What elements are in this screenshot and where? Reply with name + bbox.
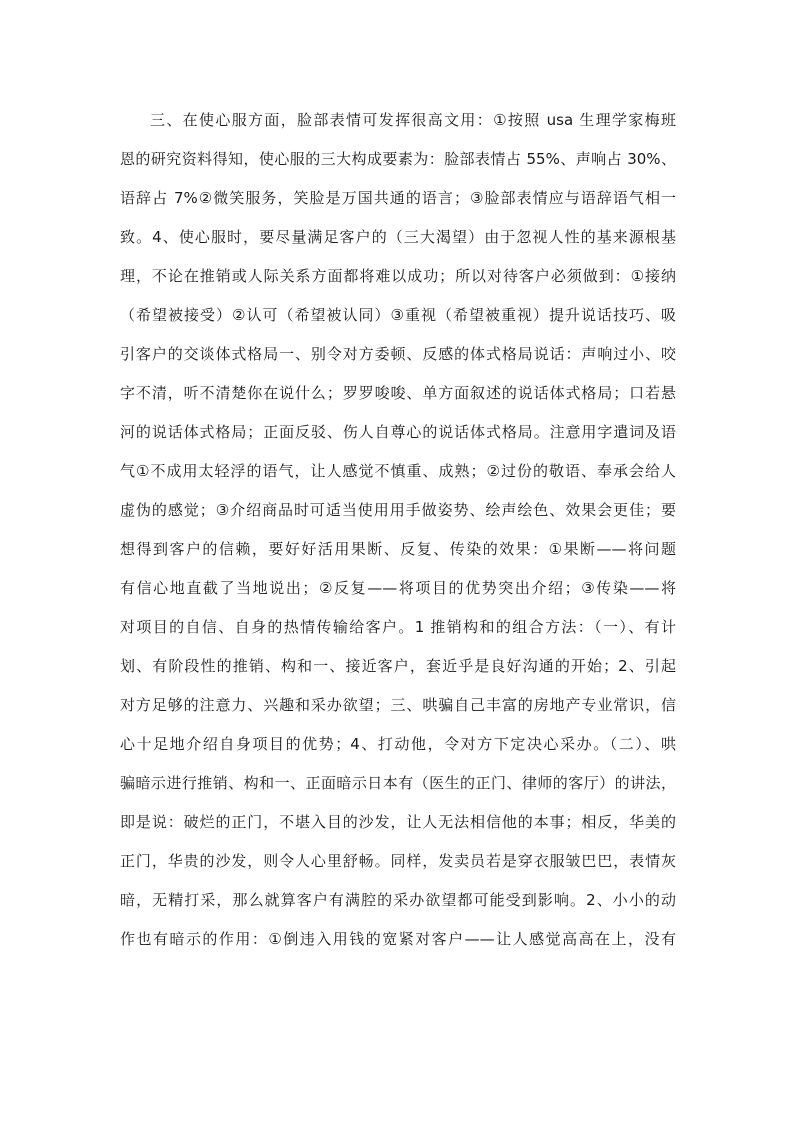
text-line: 恩的研究资料得知，使心服的三大构成要素为：脸部表情占 55%、声响占 30%、 [120, 150, 676, 168]
text-line: 理，不论在推销或人际关系方面都将难以成功；所以对待客户必须做到：①接纳 [120, 267, 676, 285]
text-line: 气①不成用太轻浮的语气，让人感觉不慎重、成熟；②过份的敬语、奉承会给人 [120, 462, 676, 480]
text-line: 正门，华贵的沙发，则令人心里舒畅。同样，发卖员若是穿衣服皱巴巴，表情灰 [120, 852, 676, 870]
text-line: 有信心地直截了当地说出；②反复——将项目的优势突出介绍；③传染——将 [120, 579, 676, 597]
text-line: 对方足够的注意力、兴趣和采办欲望；三、哄骗自己丰富的房地产专业常识，信 [120, 696, 676, 714]
text-line: 致。4、使心服时，要尽量满足客户的（三大渴望）由于忽视人性的基来源根基 [120, 228, 676, 246]
text-line: 即是说：破烂的正门，不堪入目的沙发，让人无法相信他的本事；相反，华美的 [120, 813, 676, 831]
text-line: 字不清，听不清楚你在说什么；罗罗唆唆、单方面叙述的说话体式格局；口若悬 [120, 384, 676, 402]
text-line: 引客户的交谈体式格局一、别令对方委顿、反感的体式格局说话：声响过小、咬 [120, 345, 676, 363]
body-text [120, 101, 676, 959]
text-line: 语辞占 7%②微笑服务，笑脸是万国共通的语言；③脸部表情应与语辞语气相一 [120, 189, 676, 207]
text-line: 划、有阶段性的推销、构和一、接近客户，套近乎是良好沟通的开始；2、引起 [120, 657, 676, 675]
text-line: 河的说话体式格局；正面反驳、伤人自尊心的说话体式格局。注意用字遣词及语 [120, 423, 676, 441]
text-line: 骗暗示进行推销、构和一、正面暗示日本有（医生的正门、律师的客厅）的讲法， [120, 774, 676, 792]
text-line: 三、在使心服方面，脸部表情可发挥很高文用：①按照 usa 生理学家梅班 [150, 111, 676, 129]
text-line: 心十足地介绍自身项目的优势；4、打动他，令对方下定决心采办。（二）、哄 [120, 735, 676, 753]
text-line: 对项目的自信、自身的热情传输给客户。1 推销构和的组合方法：（一）、有计 [120, 618, 676, 636]
text-line: （希望被接受）②认可（希望被认同）③重视（希望被重视）提升说话技巧、吸 [120, 306, 676, 324]
text-line: 暗，无精打采，那么就算客户有满腔的采办欲望都可能受到影响。2、小小的动 [120, 891, 676, 909]
text-line: 作也有暗示的作用：①倒违入用钱的宽紧对客户——让人感觉高高在上，没有 [120, 930, 676, 948]
text-line: 想得到客户的信赖，要好好活用果断、反复、传染的效果：①果断——将问题 [120, 540, 676, 558]
text-line: 虚伪的感觉；③介绍商品时可适当使用用手做姿势、绘声绘色、效果会更佳；要 [120, 501, 676, 519]
